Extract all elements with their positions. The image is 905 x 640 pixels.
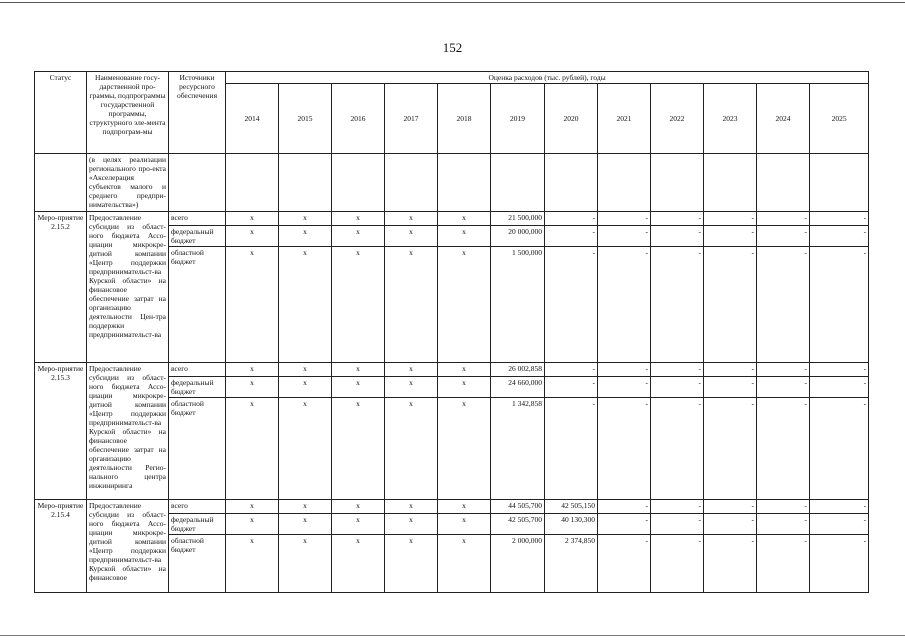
continuation-row [35, 154, 869, 212]
header-year: 2024 [757, 84, 810, 154]
source-cell: федеральный бюджет [169, 377, 226, 398]
value-cell: x [279, 398, 332, 500]
value-cell: - [757, 212, 810, 226]
value-cell: - [757, 500, 810, 514]
table-row [35, 500, 869, 514]
value-cell: - [651, 500, 704, 514]
measure-status: Меро-приятие 2.15.2 [35, 212, 87, 363]
source-cell: всего [169, 212, 226, 226]
value-cell: x [438, 377, 491, 398]
header-year: 2017 [385, 84, 438, 154]
value-cell: x [279, 514, 332, 535]
value-cell: - [810, 212, 869, 226]
value-cell: x [332, 500, 385, 514]
value-cell: - [810, 500, 869, 514]
value-cell: - [651, 226, 704, 247]
value-cell: x [332, 363, 385, 377]
value-cell: 40 130,300 [545, 514, 598, 535]
value-cell: - [704, 212, 757, 226]
value-cell: - [598, 535, 651, 593]
status-cell [35, 154, 87, 212]
value-cell: 1 342,858 [491, 398, 545, 500]
value-cell: - [545, 212, 598, 226]
value-cell: x [385, 363, 438, 377]
value-cell: x [385, 398, 438, 500]
header-year: 2025 [810, 84, 869, 154]
top-border-line [0, 2, 905, 3]
source-cell: областной бюджет [169, 398, 226, 500]
value-cell: x [226, 247, 279, 363]
value-cell: x [226, 363, 279, 377]
value-cell: x [279, 212, 332, 226]
measure-status: Меро-приятие 2.15.4 [35, 500, 87, 593]
value-cell: - [704, 226, 757, 247]
value-cell: - [651, 363, 704, 377]
value-cell: - [757, 247, 810, 363]
value-cell: - [810, 363, 869, 377]
value-cell: x [332, 535, 385, 593]
value-cell: - [810, 535, 869, 593]
value-cell: - [651, 514, 704, 535]
value-cell: x [332, 514, 385, 535]
header-status: Статус [35, 72, 87, 154]
value-cell: 1 500,000 [491, 247, 545, 363]
value-cell: x [332, 212, 385, 226]
source-cell: федеральный бюджет [169, 514, 226, 535]
value-cell: 2 374,850 [545, 535, 598, 593]
value-cell: - [757, 226, 810, 247]
value-cell: x [438, 398, 491, 500]
value-cell: - [598, 212, 651, 226]
value-cell: x [385, 226, 438, 247]
value-cell: x [438, 212, 491, 226]
value-cell: x [226, 535, 279, 593]
table-row [35, 363, 869, 377]
source-cell: федеральный бюджет [169, 226, 226, 247]
value-cell: - [651, 377, 704, 398]
header-year: 2016 [332, 84, 385, 154]
value-cell: - [704, 363, 757, 377]
header-sources: Источники ресурсного обеспечения [169, 72, 226, 154]
value-cell: - [545, 363, 598, 377]
value-cell: - [598, 377, 651, 398]
value-cell: - [545, 226, 598, 247]
header-year: 2018 [438, 84, 491, 154]
header-year: 2021 [598, 84, 651, 154]
value-cell: - [810, 398, 869, 500]
value-cell: - [651, 398, 704, 500]
value-cell: 42 505,700 [491, 514, 545, 535]
value-cell: x [226, 398, 279, 500]
value-cell: x [279, 535, 332, 593]
value-cell: x [332, 398, 385, 500]
value-cell: - [598, 247, 651, 363]
value-cell: 42 505,150 [545, 500, 598, 514]
value-cell: - [704, 535, 757, 593]
measure-name: Предоставление субсидии из област-ного бюджета Ассо-циации микрокре-дитной компании «Центр поддержки предпринимательст-ва Курской области» на финансовое обеспечение затрат на организацию деятельности Регио-нального центра инжиниринга [87, 363, 169, 500]
source-cell: областной бюджет [169, 535, 226, 593]
value-cell: - [545, 247, 598, 363]
value-cell: - [545, 398, 598, 500]
header-name: Наименование госу-дарственной про-граммы, подпрограммы государственной программы, структурного эле-мента подпрограм-мы [87, 72, 169, 154]
value-cell: x [385, 377, 438, 398]
value-cell: - [598, 500, 651, 514]
value-cell: - [598, 398, 651, 500]
value-cell: x [438, 363, 491, 377]
value-cell: x [332, 226, 385, 247]
value-cell: x [226, 226, 279, 247]
value-cell: x [332, 377, 385, 398]
value-cell: - [704, 247, 757, 363]
value-cell: x [438, 514, 491, 535]
value-cell: x [385, 247, 438, 363]
value-cell: - [704, 514, 757, 535]
value-cell: x [279, 363, 332, 377]
value-cell: 24 660,000 [491, 377, 545, 398]
value-cell: - [545, 377, 598, 398]
value-cell: x [438, 500, 491, 514]
value-cell: - [757, 398, 810, 500]
source-cell: всего [169, 500, 226, 514]
value-cell: - [704, 377, 757, 398]
value-cell: 26 002,858 [491, 363, 545, 377]
header-year: 2022 [651, 84, 704, 154]
value-cell: x [279, 377, 332, 398]
continuation-text: (в целях реализации регионального про-екта «Акселерация субъектов малого и среднего предпри-нимательства») [87, 154, 169, 212]
value-cell: - [810, 514, 869, 535]
value-cell: - [598, 363, 651, 377]
value-cell: x [385, 212, 438, 226]
value-cell: - [704, 398, 757, 500]
value-cell: - [651, 535, 704, 593]
value-cell: x [438, 535, 491, 593]
value-cell: x [279, 226, 332, 247]
header-year: 2019 [491, 84, 545, 154]
source-cell: областной бюджет [169, 247, 226, 363]
value-cell: x [438, 226, 491, 247]
value-cell: x [385, 500, 438, 514]
value-cell: 20 000,000 [491, 226, 545, 247]
value-cell: x [226, 500, 279, 514]
value-cell: - [598, 226, 651, 247]
header-year: 2020 [545, 84, 598, 154]
value-cell: 44 505,700 [491, 500, 545, 514]
budget-table [34, 71, 869, 593]
value-cell: 21 500,000 [491, 212, 545, 226]
value-cell: - [704, 500, 757, 514]
value-cell: 2 000,000 [491, 535, 545, 593]
value-cell: - [757, 514, 810, 535]
value-cell: x [226, 514, 279, 535]
value-cell: - [810, 377, 869, 398]
value-cell: x [438, 247, 491, 363]
source-cell: всего [169, 363, 226, 377]
value-cell: x [385, 514, 438, 535]
value-cell: x [226, 377, 279, 398]
value-cell: - [757, 377, 810, 398]
value-cell: - [598, 514, 651, 535]
value-cell: - [651, 247, 704, 363]
header-year: 2023 [704, 84, 757, 154]
value-cell: - [810, 226, 869, 247]
value-cell: x [385, 535, 438, 593]
value-cell: x [332, 247, 385, 363]
value-cell: - [810, 247, 869, 363]
page-number: 152 [442, 40, 463, 55]
value-cell: x [279, 500, 332, 514]
bottom-border-line [0, 635, 905, 636]
value-cell: - [651, 212, 704, 226]
header-year: 2015 [279, 84, 332, 154]
value-cell: x [226, 212, 279, 226]
value-cell: x [279, 247, 332, 363]
value-cell: - [757, 363, 810, 377]
measure-status: Меро-приятие 2.15.3 [35, 363, 87, 500]
measure-name: Предоставление субсидии из област-ного бюджета Ассо-циации микрокре-дитной компании «Центр поддержки предпринимательст-ва Курской области» на финансовое обеспечение затрат на организацию деятельности Цен-тра поддержки предпринимательст-ва [87, 212, 169, 363]
header-year: 2014 [226, 84, 279, 154]
header-estimate: Оценка расходов (тыс. рублей), годы [226, 72, 869, 84]
table-row [35, 212, 869, 226]
value-cell: - [757, 535, 810, 593]
measure-name: Предоставление субсидии из област-ного бюджета Ассо-циации микрокре-дитной компании «Центр поддержки предпринимательст-ва Курской области» на финансовое [87, 500, 169, 593]
